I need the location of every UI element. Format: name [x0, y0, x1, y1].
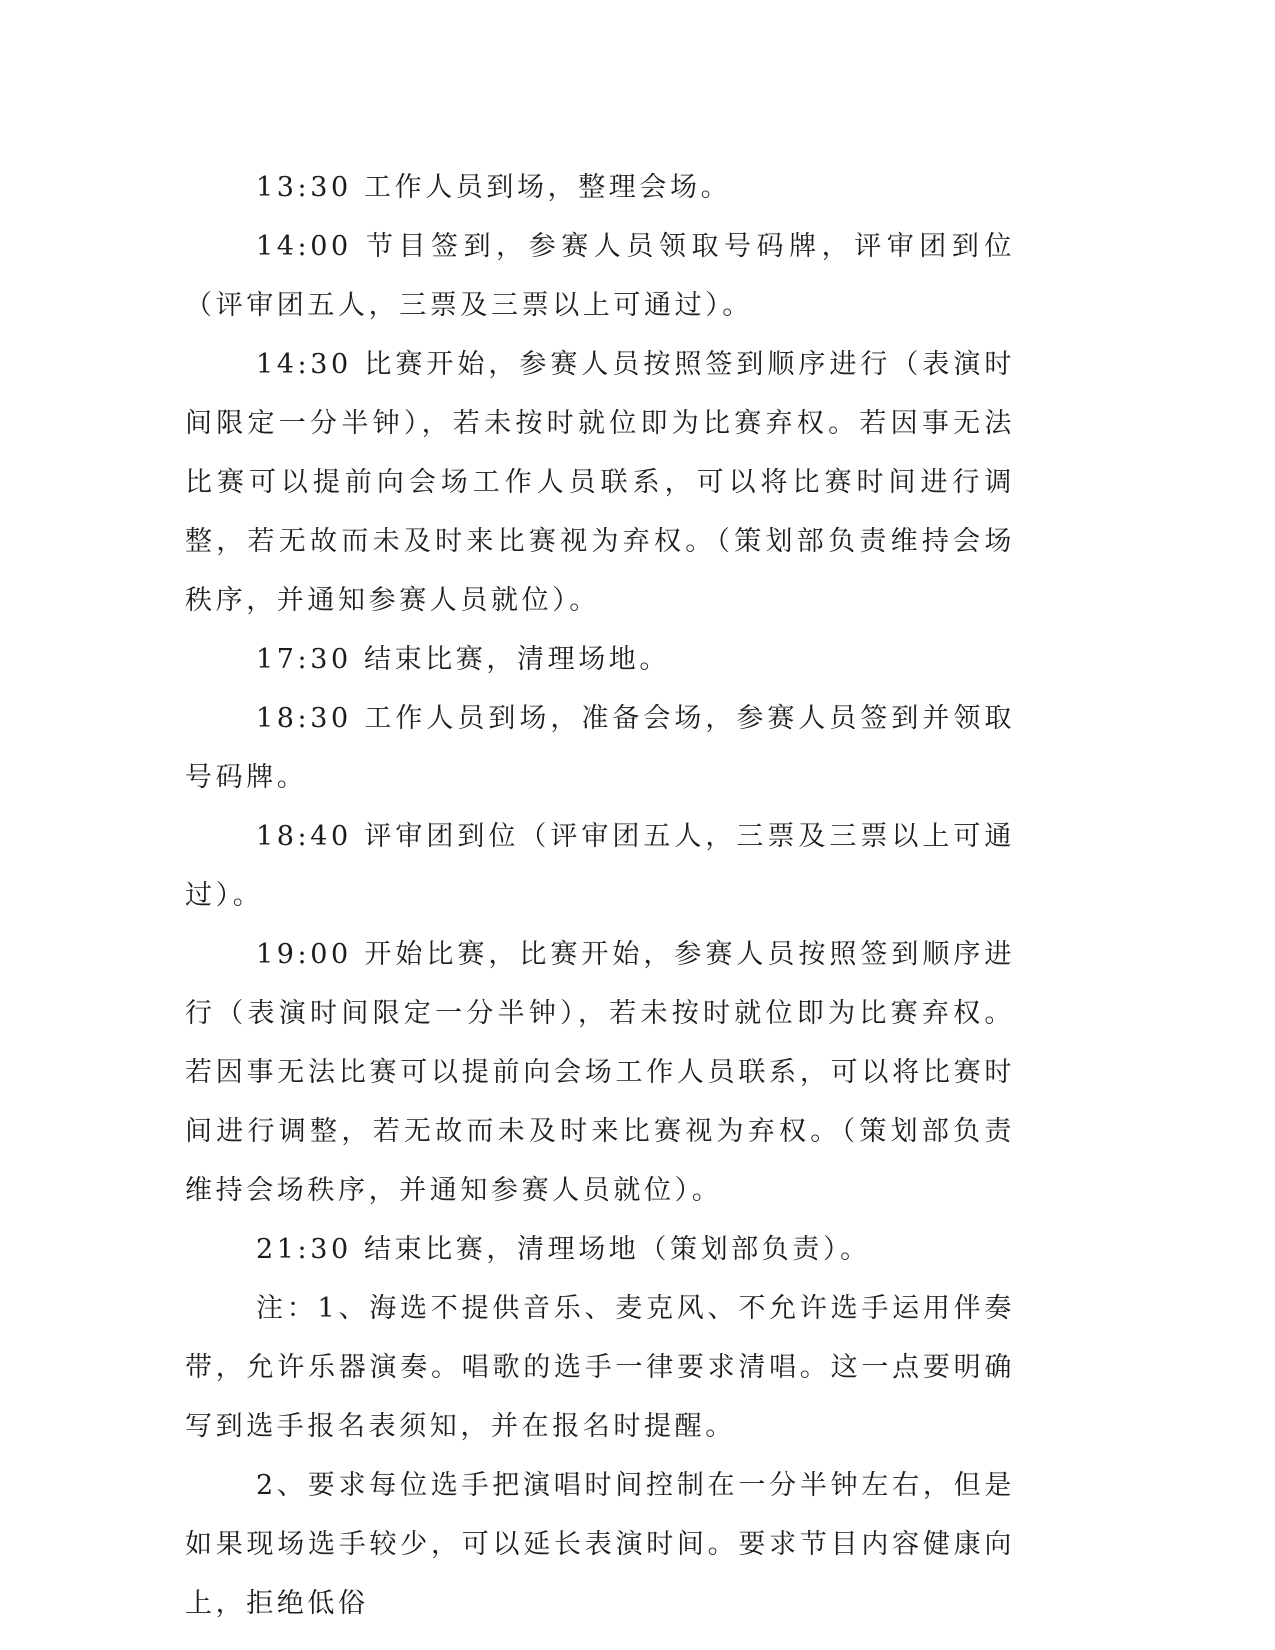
note-paragraph-2: 2、要求每位选手把演唱时间控制在一分半钟左右，但是如果现场选手较少，可以延长表演时间。要求节目内容健康向上，拒绝低俗: [185, 1470, 1015, 1619]
schedule-paragraph-1400: 14:00 节目签到，参赛人员领取号码牌，评审团到位（评审团五人，三票及三票以上可通过）。: [185, 231, 1015, 321]
schedule-paragraph-1430: 14:30 比赛开始，参赛人员按照签到顺序进行（表演时间限定一分半钟），若未按时就位即为比赛弃权。若因事无法比赛可以提前向会场工作人员联系，可以将比赛时间进行调整，若无故而未及时来比赛视为弃权。（策划部负责维持会场秩序，并通知参赛人员就位）。: [185, 349, 1015, 616]
document-body: [185, 158, 1015, 1633]
schedule-paragraph-2130: 21:30 结束比赛，清理场地（策划部负责）。: [256, 1234, 871, 1265]
schedule-paragraph-1830: 18:30 工作人员到场，准备会场，参赛人员签到并领取号码牌。: [185, 703, 1015, 793]
schedule-paragraph-1840: 18:40 评审团到位（评审团五人，三票及三票以上可通过）。: [185, 821, 1015, 911]
schedule-paragraph-1330: 13:30 工作人员到场，整理会场。: [256, 172, 732, 203]
schedule-paragraph-1730: 17:30 结束比赛，清理场地。: [256, 644, 670, 675]
schedule-paragraph-1900: 19:00 开始比赛，比赛开始，参赛人员按照签到顺序进行（表演时间限定一分半钟），若未按时就位即为比赛弃权。若因事无法比赛可以提前向会场工作人员联系，可以将比赛时间进行调整，若无故而未及时来比赛视为弃权。（策划部负责维持会场秩序，并通知参赛人员就位）。: [185, 939, 1015, 1206]
note-paragraph-1: 注：1、海选不提供音乐、麦克风、不允许选手运用伴奏带，允许乐器演奏。唱歌的选手一律要求清唱。这一点要明确写到选手报名表须知，并在报名时提醒。: [185, 1293, 1015, 1442]
